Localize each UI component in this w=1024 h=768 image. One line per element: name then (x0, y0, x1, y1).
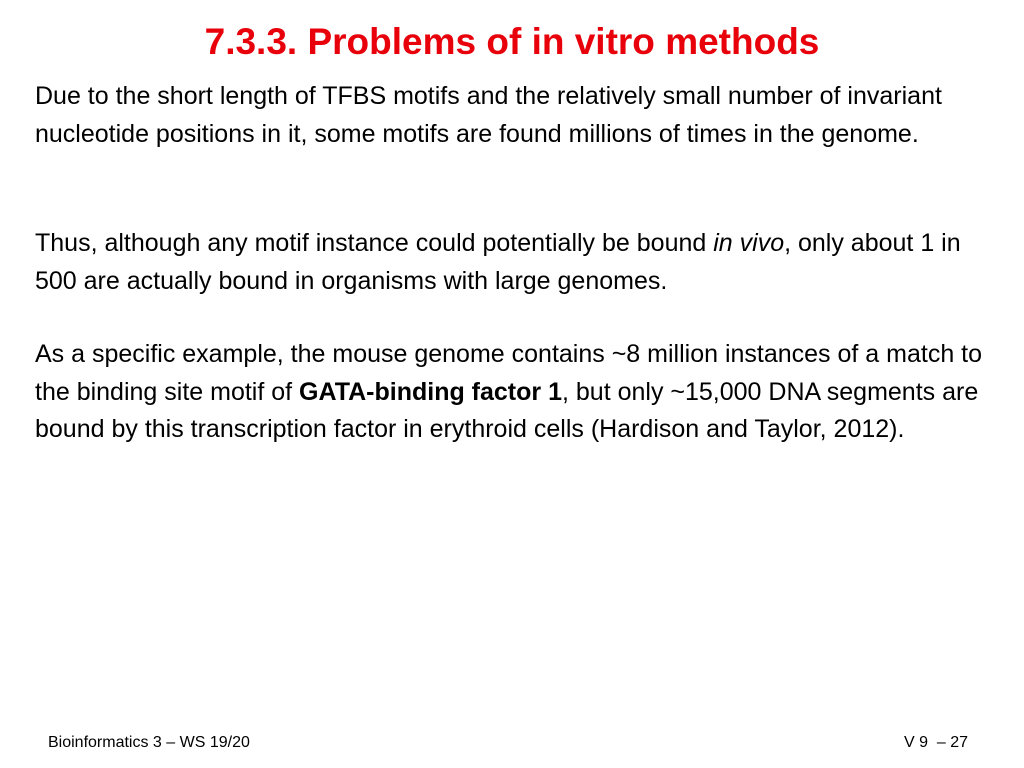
footer-slide-number: V 9 – 27 (903, 734, 968, 751)
slide-title: 7.3.3. Problems of in vitro methods (204, 21, 820, 62)
emphasis-in-vivo: in vivo (713, 229, 785, 257)
footer-course-label: Bioinformatics 3 – WS 19/20 (48, 734, 250, 751)
paragraph-gata-example-text-end: , but only ~15,000 DNA segments are bound by this transcription factor in erythroid cells (Hardison and Taylor, 2012). (35, 377, 979, 443)
gata-factor-name: GATA-binding factor 1 (299, 377, 562, 406)
paragraph-binding-fraction-text-start: Thus, although any motif instance could potentially be bound (35, 229, 714, 257)
paragraph-gata-example-text-start: As a specific example, the mouse genome contains ~8 million instances of a match to the binding site motif of (35, 340, 983, 406)
paragraph-gata-example (35, 336, 995, 449)
paragraph-binding-fraction-text-end: , only about 1 in 500 are actually bound in organisms with large genomes. (35, 229, 961, 295)
paragraph-motif-frequency: Due to the short length of TFBS motifs and the relatively small number of invariant nucleotide positions in it, some motifs are found millions of times in the genome. (35, 82, 942, 148)
paragraph-binding-fraction (35, 225, 995, 300)
